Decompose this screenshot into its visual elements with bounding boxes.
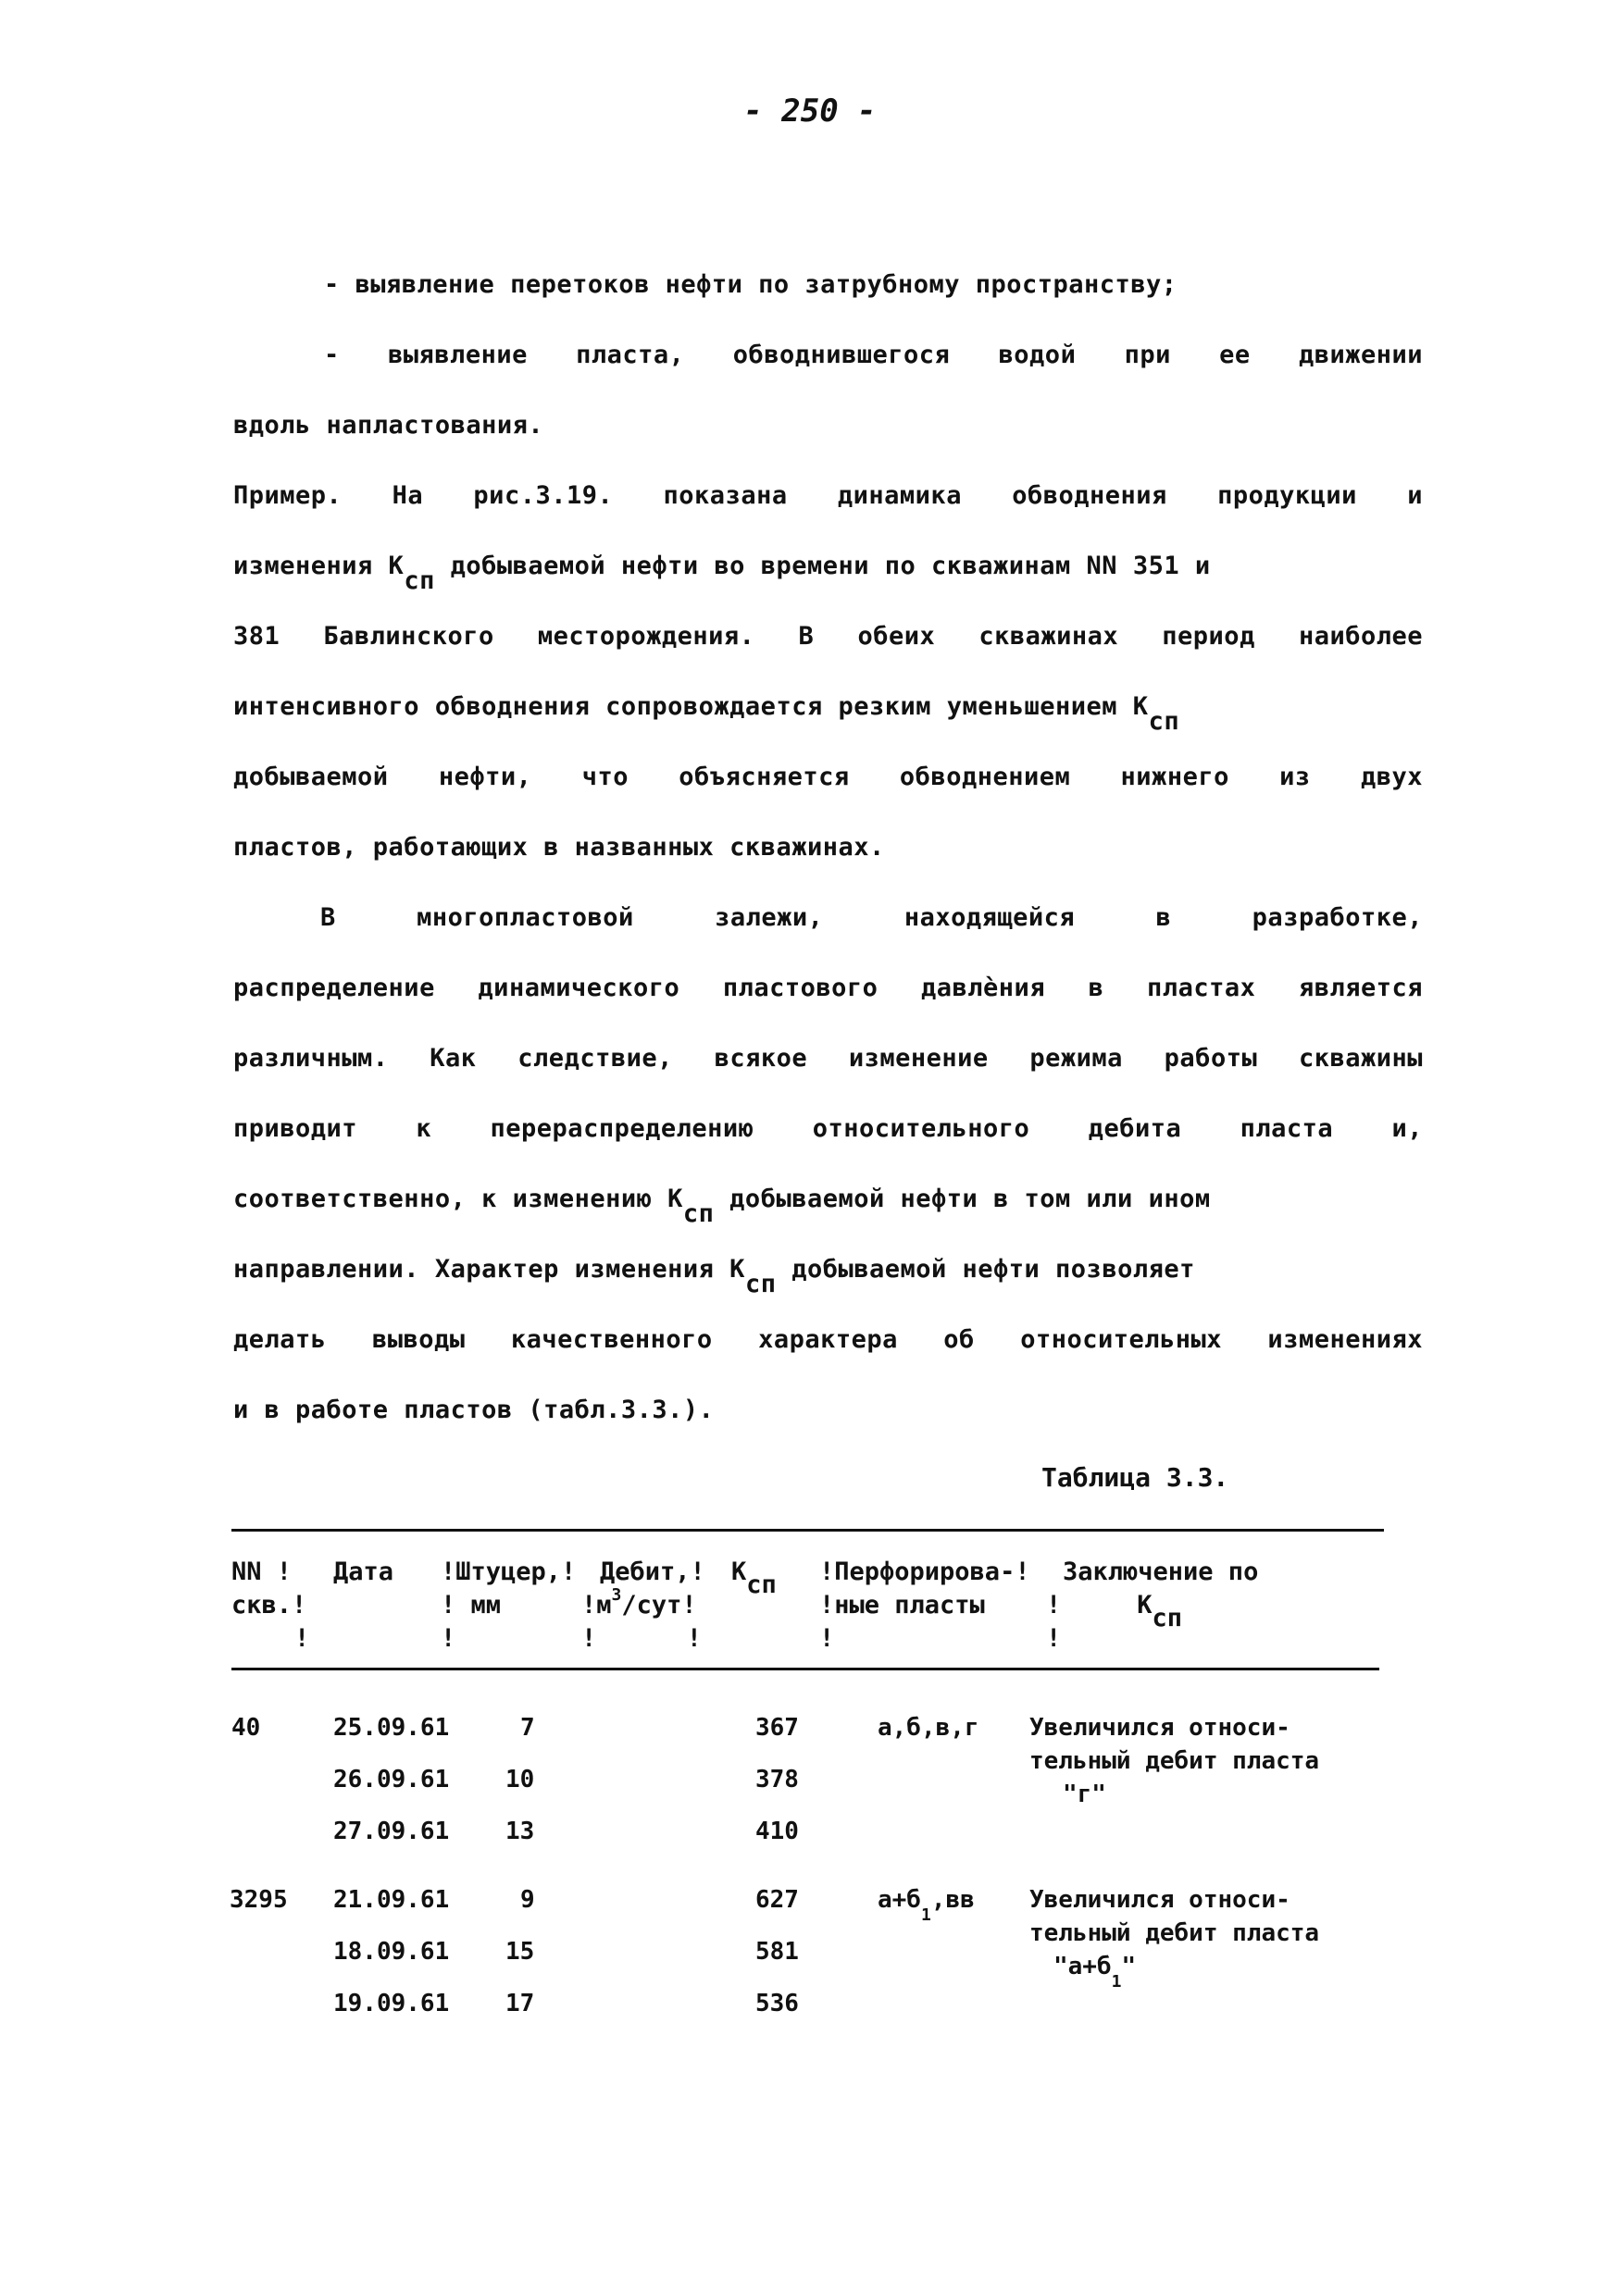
cell-choke: 9 (520, 1886, 535, 1914)
cell-choke: 17 (505, 1990, 535, 2017)
cell-choke: 15 (505, 1938, 535, 1966)
text-line: различным. Как следствие, всякое изменение режима работы скважины (233, 1044, 1423, 1073)
text-fragment: добываемой нефти позволяет (776, 1255, 1195, 1284)
cell-conclusion: Увеличился относи- (1029, 1886, 1290, 1914)
text-fragment: изменения К (233, 552, 405, 580)
header-well: NN ! (231, 1558, 293, 1586)
cell-choke: 13 (505, 1818, 535, 1845)
cell-k: 367 (755, 1714, 799, 1742)
text-fragment: направлении. Характер изменения К (233, 1255, 745, 1284)
header-choke: !Штуцер,! (441, 1558, 577, 1586)
header-rate: ! ! (581, 1624, 703, 1653)
subscript: сп (404, 566, 435, 595)
text-line: пластов, работающих в названных скважинах. (233, 833, 885, 862)
header-conclusion: ! (1046, 1624, 1062, 1653)
text-fragment: интенсивного обводнения сопровождается резким уменьшением К (233, 692, 1149, 721)
subscript: сп (744, 1270, 777, 1298)
cell-k: 410 (755, 1818, 799, 1845)
text-fragment: а+б (878, 1886, 921, 1914)
header-well: ! (294, 1624, 310, 1653)
text-fragment: К (731, 1558, 747, 1586)
text-line: и в работе пластов (табл.3.3.). (233, 1396, 715, 1424)
text-line (233, 548, 1423, 595)
text-fragment: /сут! (621, 1591, 697, 1620)
cell-date: 27.09.61 (333, 1818, 450, 1845)
text-line (233, 1251, 1423, 1298)
cell-conclusion (1053, 1951, 1137, 1992)
cell-date: 26.09.61 (333, 1766, 450, 1793)
text-fragment: ! (1046, 1591, 1062, 1620)
text-fragment: К (1137, 1591, 1153, 1620)
cell-conclusion: тельный дебит пласта (1029, 1747, 1320, 1775)
cell-well: 40 (231, 1714, 261, 1742)
cell-k: 536 (755, 1990, 799, 2017)
cell-conclusion: "г" (1063, 1781, 1106, 1808)
cell-date: 21.09.61 (333, 1886, 450, 1914)
text-line: приводит к перераспределению относительного дебита пласта и, (233, 1114, 1423, 1143)
text-line: Пример. На рис.3.19. показана динамика обводнения продукции и (233, 481, 1423, 510)
text-line: добываемой нефти, что объясняется обводнением нижнего из двух (233, 763, 1423, 791)
text-line: распределение динамического пластового давлèния в пластах является (233, 974, 1423, 1002)
header-date: Дата (333, 1558, 394, 1586)
header-choke: ! мм (441, 1591, 502, 1620)
header-conclusion: Заключение по (1063, 1558, 1259, 1586)
header-perf: !ные пласты (819, 1591, 985, 1620)
cell-conclusion: Увеличился относи- (1029, 1714, 1290, 1742)
cell-conclusion: тельный дебит пласта (1029, 1919, 1320, 1947)
text-line (233, 1181, 1423, 1228)
header-perf: !Перфорирова-! (819, 1558, 1030, 1586)
text-line: - выявление пласта, обводнившегося водой при ее движении (324, 341, 1423, 369)
text-fragment: "а+б (1053, 1953, 1112, 1980)
page-number: - 250 - (743, 93, 877, 130)
cell-perf: а,б,в,г (878, 1714, 979, 1742)
cell-well: 3295 (230, 1886, 288, 1914)
header-k (731, 1557, 777, 1599)
subscript: сп (1152, 1604, 1183, 1632)
cell-perf (878, 1884, 975, 1925)
text-fragment: добываемой нефти во времени по скважинам NN 351 и (434, 552, 1211, 580)
subscript: 1 (920, 1905, 931, 1925)
text-line: вдоль напластования. (233, 411, 544, 440)
header-choke: ! (441, 1624, 456, 1653)
text-fragment: ,вв (930, 1886, 975, 1914)
cell-k: 627 (755, 1886, 799, 1914)
table-rule-header (231, 1668, 1379, 1670)
text-line: - выявление перетоков нефти по затрубному пространству; (324, 270, 1178, 299)
header-perf: ! (819, 1624, 835, 1653)
cell-k: 581 (755, 1938, 799, 1966)
superscript: 3 (611, 1585, 622, 1605)
text-line: В многопластовой залежи, находящейся в разработке, (320, 903, 1423, 932)
cell-date: 19.09.61 (333, 1990, 450, 2017)
text-fragment: добываемой нефти в том или ином (714, 1185, 1211, 1213)
header-rate: Дебит,! (600, 1558, 705, 1586)
table-title: Таблица 3.3. (1041, 1462, 1229, 1493)
subscript: сп (1148, 707, 1180, 736)
text-fragment: !м (581, 1591, 612, 1620)
header-rate (581, 1585, 697, 1624)
subscript: 1 (1111, 1972, 1122, 1992)
subscript: сп (682, 1199, 715, 1228)
text-fragment: соответственно, к изменению К (233, 1185, 683, 1213)
cell-choke: 10 (505, 1766, 535, 1793)
header-well: скв.! (231, 1591, 307, 1620)
cell-k: 378 (755, 1766, 799, 1793)
cell-date: 18.09.61 (333, 1938, 450, 1966)
text-line (233, 689, 1423, 736)
cell-choke: 7 (520, 1714, 535, 1742)
header-conclusion (1046, 1590, 1183, 1632)
text-fragment: " (1121, 1953, 1137, 1980)
table-rule-top (231, 1529, 1384, 1532)
text-line: делать выводы качественного характера об относительных изменениях (233, 1325, 1423, 1354)
subscript: сп (746, 1570, 777, 1599)
text-line: 381 Бавлинского месторождения. В обеих скважинах период наиболее (233, 622, 1423, 651)
cell-date: 25.09.61 (333, 1714, 450, 1742)
